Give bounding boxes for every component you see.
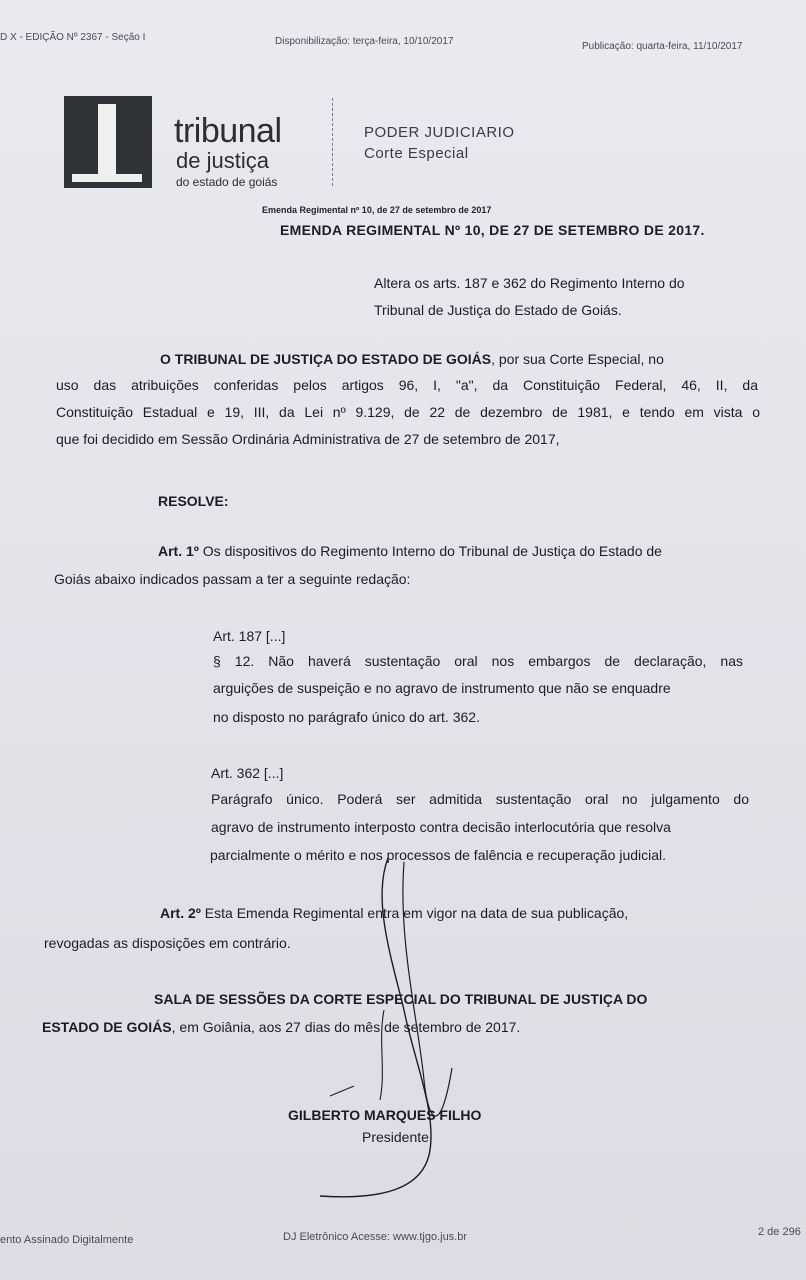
ementa-line: Altera os arts. 187 e 362 do Regimento Interno do xyxy=(374,275,685,291)
org-division: Corte Especial xyxy=(364,145,469,162)
preamble-line: uso das atribuições conferidas pelos artigos 96, I, "a", da Constituição Federal, 46, II, da xyxy=(56,377,758,393)
logo-text-justica: de justiça xyxy=(176,148,269,173)
art1-line: Art. 1º Os dispositivos do Regimento Interno do Tribunal de Justiça do Estado de xyxy=(158,543,662,559)
org-name: PODER JUDICIARIO xyxy=(364,124,515,141)
closing-line: SALA DE SESSÕES DA CORTE ESPECIAL DO TRIBUNAL DE JUSTIÇA DO xyxy=(154,991,648,1007)
preamble-line: Constituição Estadual e 19, III, da Lei nº 9.129, de 22 de dezembro de 1981, e tendo em vista o xyxy=(56,404,760,420)
doc-subtitle: Emenda Regimental nº 10, de 27 de setembro de 2017 xyxy=(262,205,492,215)
signer-name: GILBERTO MARQUES FILHO xyxy=(288,1107,482,1123)
footer-access-link[interactable]: DJ Eletrônico Acesse: www.tjgo.jus.br xyxy=(283,1231,468,1243)
art362-line: agravo de instrumento interposto contra decisão interlocutória que resolva xyxy=(211,819,671,835)
digital-signature-note: ento Assinado Digitalmente xyxy=(0,1234,134,1246)
doc-title: EMENDA REGIMENTAL Nº 10, DE 27 DE SETEMBRO DE 2017. xyxy=(280,222,705,238)
art362-line: Parágrafo único. Poderá ser admitida sustentação oral no julgamento do xyxy=(211,791,749,807)
logo-text-tribunal: tribunal xyxy=(174,112,282,150)
art2-line: revogadas as disposições em contrário. xyxy=(44,935,291,951)
art187-line: no disposto no parágrafo único do art. 362. xyxy=(213,709,480,725)
art187-line: § 12. Não haverá sustentação oral nos embargos de declaração, nas xyxy=(213,653,743,669)
closing-line: ESTADO DE GOIÁS, em Goiânia, aos 27 dias do mês de setembro de 2017. xyxy=(42,1019,521,1035)
art362-line: parcialmente o mérito e nos processos de falência e recuperação judicial. xyxy=(210,847,667,863)
resolve-heading: RESOLVE: xyxy=(158,493,229,509)
art187-line: arguições de suspeição e no agravo de instrumento que não se enquadre xyxy=(213,680,671,696)
logo-text-estado: do estado de goiás xyxy=(176,175,278,189)
page-number: 2 de 296 xyxy=(758,1226,801,1238)
art187-heading: Art. 187 [...] xyxy=(213,628,286,644)
art2-line: Art. 2º Esta Emenda Regimental entra em vigor na data de sua publicação, xyxy=(160,905,629,921)
ementa-line: Tribunal de Justiça do Estado de Goiás. xyxy=(374,302,622,318)
availability-date: Disponibilização: terça-feira, 10/10/2017 xyxy=(275,36,454,47)
art362-heading: Art. 362 [...] xyxy=(211,765,284,781)
art1-line: Goiás abaixo indicados passam a ter a seguinte redação: xyxy=(54,571,411,587)
publication-date: Publicação: quarta-feira, 11/10/2017 xyxy=(582,41,743,52)
preamble-line: que foi decidido em Sessão Ordinária Administrativa de 27 de setembro de 2017, xyxy=(56,431,560,447)
signer-role: Presidente xyxy=(362,1129,429,1145)
edition-label: D X - EDIÇÃO Nº 2367 - Seção I xyxy=(0,32,146,43)
preamble-line: O TRIBUNAL DE JUSTIÇA DO ESTADO DE GOIÁS, por sua Corte Especial, no xyxy=(160,351,664,367)
